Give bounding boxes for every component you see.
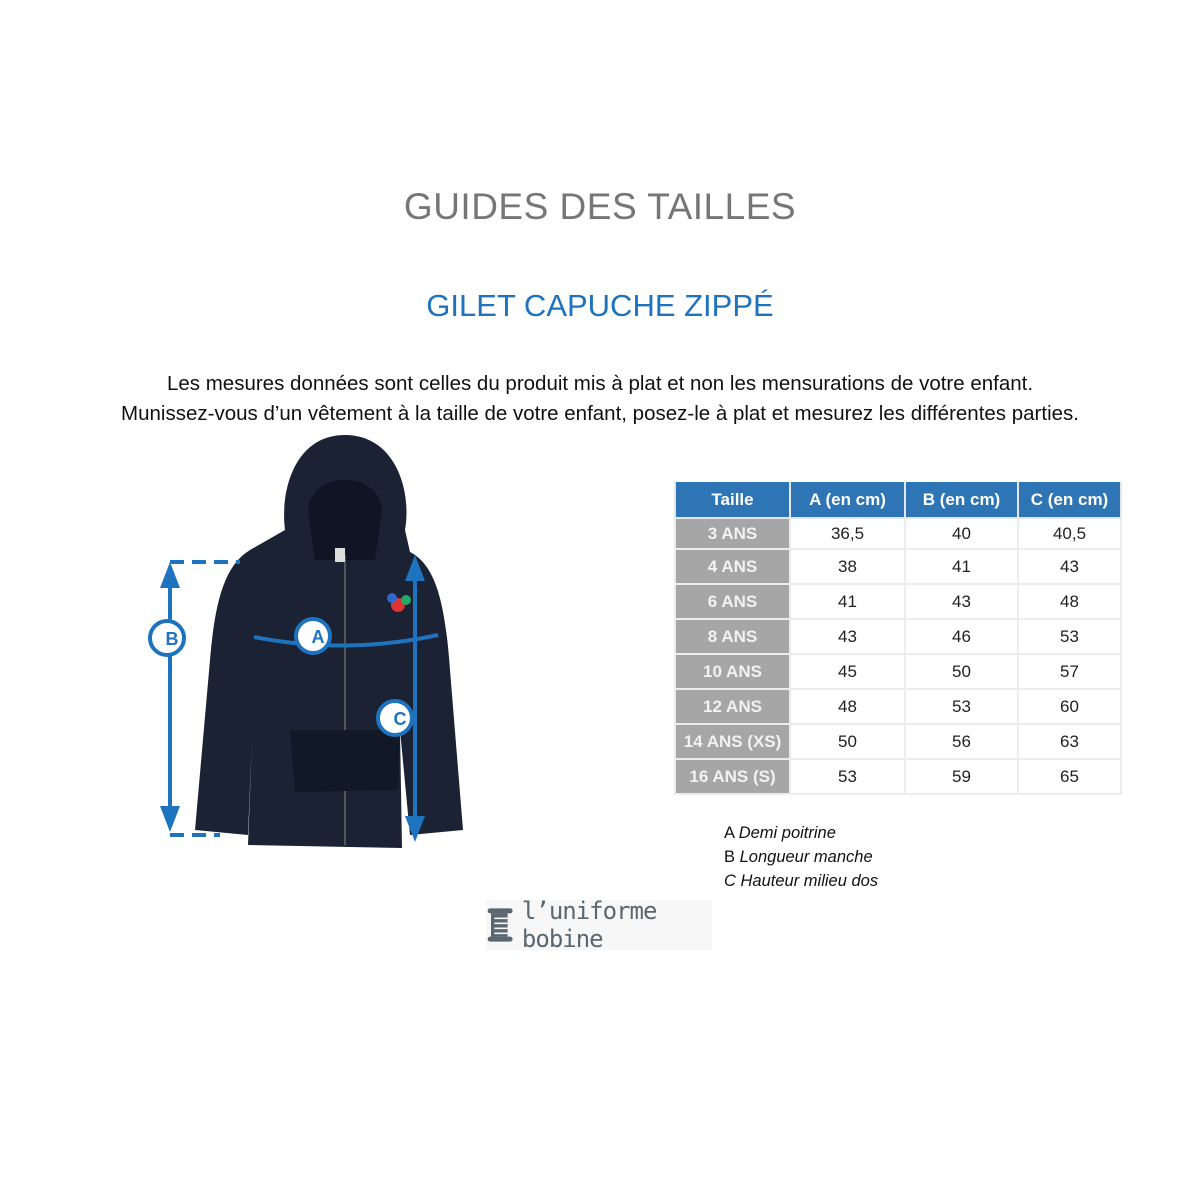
measurement-cell: 43 bbox=[905, 584, 1018, 619]
size-cell: 16 ANS (S) bbox=[675, 759, 790, 794]
size-table bbox=[674, 482, 1122, 795]
measurement-cell: 48 bbox=[1018, 584, 1121, 619]
legend-item bbox=[724, 821, 878, 845]
measurement-cell: 53 bbox=[790, 759, 905, 794]
size-cell: 3 ANS bbox=[675, 518, 790, 549]
size-cell: 6 ANS bbox=[675, 584, 790, 619]
measurement-cell: 50 bbox=[905, 654, 1018, 689]
table-row bbox=[675, 619, 1121, 654]
table-row bbox=[675, 549, 1121, 584]
product-title: GILET CAPUCHE ZIPPÉ bbox=[426, 288, 774, 323]
legend-key: C bbox=[724, 872, 736, 890]
header-b: B (en cm) bbox=[905, 482, 1018, 518]
legend-label: Longueur manche bbox=[739, 848, 873, 866]
table-row bbox=[675, 584, 1121, 619]
table-row bbox=[675, 759, 1121, 794]
measurement-cell: 60 bbox=[1018, 689, 1121, 724]
measurement-cell: 41 bbox=[905, 549, 1018, 584]
measurement-cell: 40,5 bbox=[1018, 518, 1121, 549]
marker-b bbox=[150, 621, 184, 655]
intro-text bbox=[0, 369, 1200, 429]
header-taille: Taille bbox=[675, 482, 790, 518]
measurement-cell: 38 bbox=[790, 549, 905, 584]
measurement-cell: 59 bbox=[905, 759, 1018, 794]
measurement-cell: 41 bbox=[790, 584, 905, 619]
legend-key: B bbox=[724, 848, 736, 866]
page-title: GUIDES DES TAILLES bbox=[403, 186, 797, 227]
header-a: A (en cm) bbox=[790, 482, 905, 518]
intro-line-2: Munissez-vous d’un vêtement à la taille de votre enfant, posez-le à plat et mesurez les différentes parties. bbox=[121, 402, 1079, 425]
legend-label: Hauteur milieu dos bbox=[740, 872, 879, 890]
size-cell: 10 ANS bbox=[675, 654, 790, 689]
legend-label: Demi poitrine bbox=[738, 824, 836, 842]
marker-a bbox=[296, 619, 330, 653]
measurement-cell: 40 bbox=[905, 518, 1018, 549]
measurement-cell: 53 bbox=[905, 689, 1018, 724]
measurement-legend bbox=[724, 821, 878, 893]
measurement-cell: 48 bbox=[790, 689, 905, 724]
size-cell: 12 ANS bbox=[675, 689, 790, 724]
measurement-cell: 56 bbox=[905, 724, 1018, 759]
brand-logo bbox=[486, 897, 712, 953]
marker-c bbox=[378, 701, 412, 735]
hoodie-diagram bbox=[130, 430, 510, 860]
measurement-cell: 36,5 bbox=[790, 518, 905, 549]
measurement-cell: 43 bbox=[790, 619, 905, 654]
size-cell: 8 ANS bbox=[675, 619, 790, 654]
measurement-cell: 63 bbox=[1018, 724, 1121, 759]
measurement-cell: 43 bbox=[1018, 549, 1121, 584]
measurement-cell: 65 bbox=[1018, 759, 1121, 794]
intro-line-1: Les mesures données sont celles du produit mis à plat et non les mensurations de votre enfant. bbox=[166, 372, 1034, 395]
size-cell: 14 ANS (XS) bbox=[675, 724, 790, 759]
spool-icon bbox=[486, 903, 516, 947]
table-row bbox=[675, 724, 1121, 759]
measurement-cell: 50 bbox=[790, 724, 905, 759]
table-row bbox=[675, 654, 1121, 689]
measurement-cell: 45 bbox=[790, 654, 905, 689]
svg-text:A: A bbox=[311, 627, 325, 647]
svg-text:B: B bbox=[165, 629, 179, 649]
table-header-row bbox=[675, 482, 1121, 518]
logo-text: l’uniforme bobine bbox=[521, 897, 657, 953]
svg-text:C: C bbox=[393, 709, 407, 729]
legend-item bbox=[724, 869, 878, 893]
header-c: C (en cm) bbox=[1018, 482, 1121, 518]
table-row bbox=[675, 518, 1121, 549]
table-row bbox=[675, 689, 1121, 724]
size-cell: 4 ANS bbox=[675, 549, 790, 584]
measurement-cell: 57 bbox=[1018, 654, 1121, 689]
legend-item bbox=[724, 845, 878, 869]
legend-key: A bbox=[724, 824, 735, 842]
measurement-cell: 53 bbox=[1018, 619, 1121, 654]
measurement-cell: 46 bbox=[905, 619, 1018, 654]
